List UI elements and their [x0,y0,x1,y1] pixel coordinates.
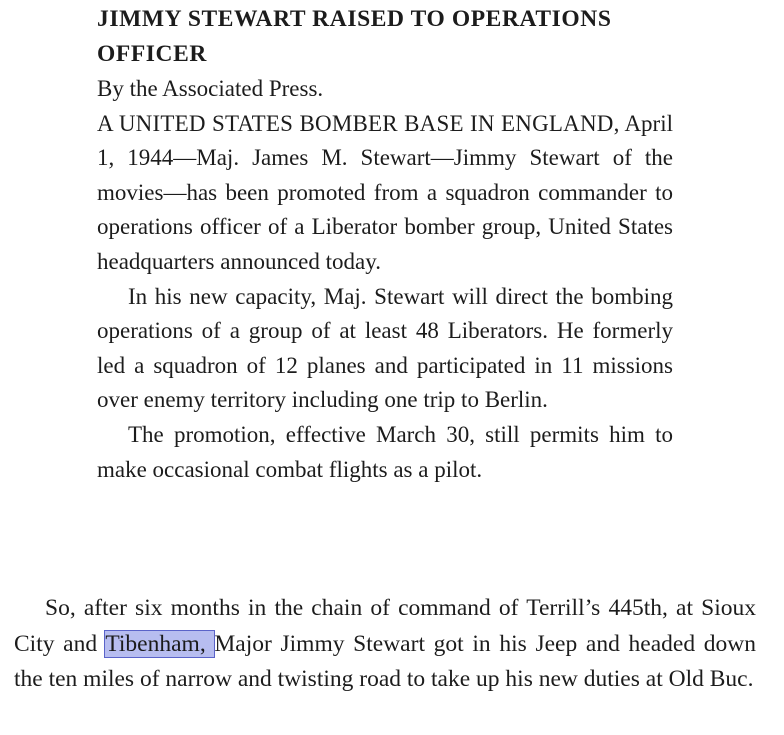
article-paragraph-1 [97,107,673,280]
news-clipping [97,2,673,487]
selected-text-tibenham[interactable]: Tibenham, [105,630,215,657]
narrative-text-after: Major Jimmy Stewart got in his Jeep and headed down the ten miles of narrow and twisting road to take up his new duties at Old Buc. [14,630,756,692]
article-paragraph-1-body: April 1, 1944—Maj. James M. Stewart—Jimmy Stewart of the movies—has been promoted from a squadron commander to operations officer of a Liberator bomber group, United States headquarters announced today. [97,110,673,274]
article-byline: By the Associated Press. [97,76,324,101]
article-dateline: A UNITED STATES BOMBER BASE IN ENGLAND, [97,110,620,136]
article-paragraph-3: The promotion, effective March 30, still permits him to make occasional combat flights as a pilot. [97,421,673,482]
narrative-text-before: So, after six months in the chain of command of Terrill’s 445th, at Sioux City and [14,595,756,657]
article-headline: JIMMY STEWART RAISED TO OPERATIONS OFFICER [97,6,612,67]
narrative-paragraph [14,591,756,698]
article-paragraph-2: In his new capacity, Maj. Stewart will direct the bombing operations of a group of at least 48 Liberators. He formerly led a squadron of 12 planes and participated in 11 missions over enemy territory including one trip to Berlin. [97,283,673,413]
